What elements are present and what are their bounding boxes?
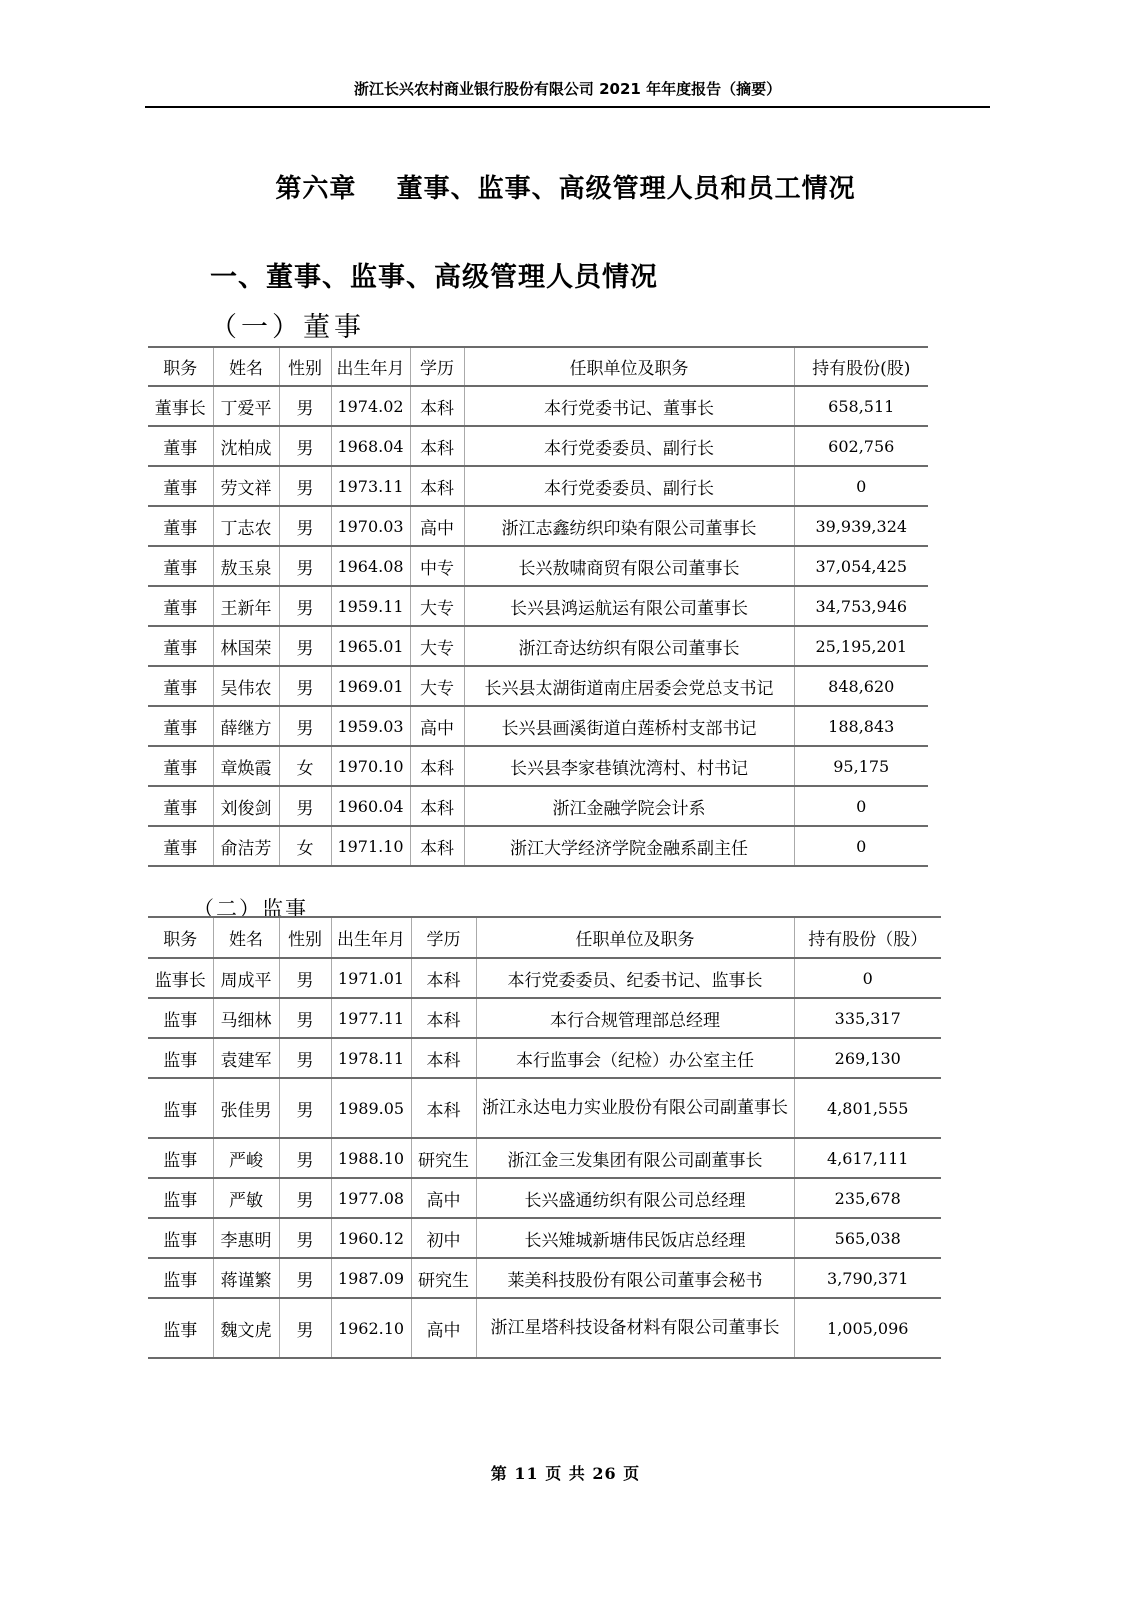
table-cell: 1971.01 — [331, 958, 411, 998]
table-cell: 研究生 — [411, 1258, 476, 1298]
table-cell: 1959.03 — [331, 706, 410, 746]
table-cell: 1988.10 — [331, 1138, 411, 1178]
table-cell: 1,005,096 — [794, 1298, 941, 1358]
table-cell: 男 — [279, 958, 331, 998]
table-cell: 4,617,111 — [794, 1138, 941, 1178]
table-cell: 男 — [279, 546, 331, 586]
table-row — [148, 586, 928, 626]
table-cell: 章焕霞 — [213, 746, 279, 786]
table-cell: 长兴盛通纺织有限公司总经理 — [476, 1178, 794, 1218]
table-cell: 研究生 — [411, 1138, 476, 1178]
table-cell: 本行党委委员、副行长 — [464, 426, 794, 466]
table-cell: 长兴县鸿运航运有限公司董事长 — [464, 586, 794, 626]
table-cell: 男 — [279, 1178, 331, 1218]
table-cell: 董事 — [148, 706, 213, 746]
table-cell: 1969.01 — [331, 666, 410, 706]
table-cell: 周成平 — [213, 958, 279, 998]
table-cell: 本科 — [411, 998, 476, 1038]
table-cell: 0 — [794, 826, 928, 866]
table-cell: 188,843 — [794, 706, 928, 746]
table-cell: 董事 — [148, 586, 213, 626]
table-cell: 严敏 — [213, 1178, 279, 1218]
table-cell: 1960.04 — [331, 786, 410, 826]
column-header: 持有股份（股） — [794, 917, 941, 958]
table-cell: 本行党委委员、副行长 — [464, 466, 794, 506]
table-cell: 初中 — [411, 1218, 476, 1258]
table-cell: 男 — [279, 1138, 331, 1178]
table-cell: 1974.02 — [331, 386, 410, 426]
table-cell: 监事 — [148, 1258, 213, 1298]
table-cell: 董事 — [148, 626, 213, 666]
table-cell: 本行合规管理部总经理 — [476, 998, 794, 1038]
table-cell: 本科 — [411, 958, 476, 998]
table-cell: 董事 — [148, 826, 213, 866]
table-cell: 莱美科技股份有限公司董事会秘书 — [476, 1258, 794, 1298]
column-header: 姓名 — [213, 917, 279, 958]
column-header: 任职单位及职务 — [464, 347, 794, 386]
table-cell: 劳文祥 — [213, 466, 279, 506]
table-cell: 董事 — [148, 466, 213, 506]
table-row — [148, 1258, 941, 1298]
table-row — [148, 546, 928, 586]
table-cell: 男 — [279, 1038, 331, 1078]
table-cell: 沈柏成 — [213, 426, 279, 466]
table-cell: 大专 — [410, 586, 464, 626]
table-cell: 丁志农 — [213, 506, 279, 546]
table-cell: 高中 — [411, 1298, 476, 1358]
table-cell: 1978.11 — [331, 1038, 411, 1078]
table-row — [148, 1178, 941, 1218]
table-cell: 监事 — [148, 1078, 213, 1138]
table-cell: 本行党委委员、纪委书记、监事长 — [476, 958, 794, 998]
table-cell: 男 — [279, 1258, 331, 1298]
table-cell: 高中 — [410, 706, 464, 746]
column-header: 出生年月 — [331, 917, 411, 958]
table-cell: 董事 — [148, 546, 213, 586]
table-cell: 269,130 — [794, 1038, 941, 1078]
table-row — [148, 506, 928, 546]
table-cell: 董事 — [148, 666, 213, 706]
table-row — [148, 1078, 941, 1138]
column-header: 学历 — [411, 917, 476, 958]
table-cell: 男 — [279, 626, 331, 666]
page-number: 第 11 页 共 26 页 — [490, 1464, 641, 1483]
table-cell: 马细林 — [213, 998, 279, 1038]
table-row — [148, 626, 928, 666]
table-cell: 大专 — [410, 666, 464, 706]
column-header: 职务 — [148, 917, 213, 958]
table-cell: 监事 — [148, 1038, 213, 1078]
table-cell: 浙江金融学院会计系 — [464, 786, 794, 826]
table-header-row — [148, 917, 941, 958]
table-cell: 0 — [794, 466, 928, 506]
table-cell: 335,317 — [794, 998, 941, 1038]
table-cell: 1987.09 — [331, 1258, 411, 1298]
table-cell: 4,801,555 — [794, 1078, 941, 1138]
table-row — [148, 666, 928, 706]
table-cell: 男 — [279, 1298, 331, 1358]
column-header: 出生年月 — [331, 347, 410, 386]
table-cell: 男 — [279, 386, 331, 426]
section-title: 一、董事、监事、高级管理人员情况 — [210, 262, 658, 293]
table-cell: 1971.10 — [331, 826, 410, 866]
table-cell: 董事 — [148, 426, 213, 466]
table-row — [148, 1218, 941, 1258]
table-cell: 女 — [279, 746, 331, 786]
table-cell: 男 — [279, 706, 331, 746]
table-cell: 本科 — [410, 466, 464, 506]
table-cell: 监事 — [148, 1138, 213, 1178]
table-cell: 浙江大学经济学院金融系副主任 — [464, 826, 794, 866]
table-cell: 董事 — [148, 786, 213, 826]
table-cell: 1968.04 — [331, 426, 410, 466]
table-cell: 本科 — [411, 1078, 476, 1138]
table-cell: 女 — [279, 826, 331, 866]
table-cell: 魏文虎 — [213, 1298, 279, 1358]
table-row — [148, 826, 928, 866]
table-row — [148, 746, 928, 786]
table-cell: 0 — [794, 786, 928, 826]
table-cell: 长兴县画溪街道白莲桥村支部书记 — [464, 706, 794, 746]
table-cell: 本行监事会（纪检）办公室主任 — [476, 1038, 794, 1078]
table-cell: 蒋谨繁 — [213, 1258, 279, 1298]
table-cell: 男 — [279, 1218, 331, 1258]
table-row — [148, 1298, 941, 1358]
table-cell: 张佳男 — [213, 1078, 279, 1138]
table-cell: 本科 — [410, 426, 464, 466]
column-header: 姓名 — [213, 347, 279, 386]
column-header: 持有股份(股) — [794, 347, 928, 386]
table-cell: 1977.08 — [331, 1178, 411, 1218]
table-row — [148, 706, 928, 746]
supervisors-table — [148, 916, 941, 1359]
table-cell: 565,038 — [794, 1218, 941, 1258]
table-cell: 董事 — [148, 506, 213, 546]
table-cell: 男 — [279, 586, 331, 626]
table-cell: 王新年 — [213, 586, 279, 626]
column-header: 性别 — [279, 347, 331, 386]
directors-subtitle: （一）董事 — [210, 312, 365, 343]
table-cell: 男 — [279, 1078, 331, 1138]
table-cell: 1977.11 — [331, 998, 411, 1038]
table-cell: 658,511 — [794, 386, 928, 426]
table-cell: 董事长 — [148, 386, 213, 426]
table-cell: 男 — [279, 466, 331, 506]
table-cell: 848,620 — [794, 666, 928, 706]
table-cell: 丁爱平 — [213, 386, 279, 426]
table-cell: 浙江奇达纺织有限公司董事长 — [464, 626, 794, 666]
table-cell: 本科 — [411, 1038, 476, 1078]
table-cell: 本科 — [410, 826, 464, 866]
table-cell: 39,939,324 — [794, 506, 928, 546]
table-cell: 高中 — [411, 1178, 476, 1218]
chapter-title: 第六章 董事、监事、高级管理人员和员工情况 — [275, 174, 856, 204]
table-cell: 大专 — [410, 626, 464, 666]
table-cell: 吴伟农 — [213, 666, 279, 706]
table-cell: 监事 — [148, 998, 213, 1038]
table-cell: 监事 — [148, 1178, 213, 1218]
table-cell: 1960.12 — [331, 1218, 411, 1258]
column-header: 学历 — [410, 347, 464, 386]
table-cell: 1964.08 — [331, 546, 410, 586]
table-cell: 男 — [279, 998, 331, 1038]
table-cell: 浙江星塔科技设备材料有限公司董事长 — [476, 1298, 794, 1358]
table-cell: 0 — [794, 958, 941, 998]
table-row — [148, 386, 928, 426]
table-cell: 1965.01 — [331, 626, 410, 666]
table-cell: 袁建军 — [213, 1038, 279, 1078]
table-cell: 长兴敖啸商贸有限公司董事长 — [464, 546, 794, 586]
report-title: 浙江长兴农村商业银行股份有限公司 2021 年年度报告（摘要） — [353, 80, 782, 98]
table-cell: 1962.10 — [331, 1298, 411, 1358]
table-cell: 监事长 — [148, 958, 213, 998]
table-cell: 刘俊剑 — [213, 786, 279, 826]
table-header-row — [148, 347, 928, 386]
column-header: 职务 — [148, 347, 213, 386]
table-cell: 男 — [279, 426, 331, 466]
table-cell: 监事 — [148, 1218, 213, 1258]
table-cell: 1970.03 — [331, 506, 410, 546]
table-cell: 602,756 — [794, 426, 928, 466]
table-row — [148, 1038, 941, 1078]
table-cell: 浙江志鑫纺织印染有限公司董事长 — [464, 506, 794, 546]
table-cell: 监事 — [148, 1298, 213, 1358]
table-cell: 34,753,946 — [794, 586, 928, 626]
table-cell: 严峻 — [213, 1138, 279, 1178]
table-row — [148, 466, 928, 506]
table-row — [148, 786, 928, 826]
table-cell: 男 — [279, 786, 331, 826]
table-cell: 本科 — [410, 386, 464, 426]
table-cell: 本科 — [410, 746, 464, 786]
table-cell: 高中 — [410, 506, 464, 546]
supervisors-subtitle: （二）监事 — [193, 897, 308, 921]
page-header — [145, 78, 990, 108]
table-cell: 中专 — [410, 546, 464, 586]
table-cell: 董事 — [148, 746, 213, 786]
table-row — [148, 426, 928, 466]
directors-table — [148, 346, 928, 867]
table-cell: 男 — [279, 666, 331, 706]
table-cell: 浙江永达电力实业股份有限公司副董事长 — [476, 1078, 794, 1138]
table-cell: 薛继方 — [213, 706, 279, 746]
column-header: 性别 — [279, 917, 331, 958]
table-cell: 浙江金三发集团有限公司副董事长 — [476, 1138, 794, 1178]
table-cell: 长兴雉城新塘伟民饭店总经理 — [476, 1218, 794, 1258]
table-row — [148, 958, 941, 998]
table-cell: 李惠明 — [213, 1218, 279, 1258]
table-cell: 长兴县太湖街道南庄居委会党总支书记 — [464, 666, 794, 706]
table-cell: 1959.11 — [331, 586, 410, 626]
table-cell: 1973.11 — [331, 466, 410, 506]
table-cell: 37,054,425 — [794, 546, 928, 586]
table-cell: 林国荣 — [213, 626, 279, 666]
table-cell: 本科 — [410, 786, 464, 826]
table-cell: 1970.10 — [331, 746, 410, 786]
table-cell: 25,195,201 — [794, 626, 928, 666]
table-cell: 敖玉泉 — [213, 546, 279, 586]
table-cell: 长兴县李家巷镇沈湾村、村书记 — [464, 746, 794, 786]
table-cell: 1989.05 — [331, 1078, 411, 1138]
table-cell: 3,790,371 — [794, 1258, 941, 1298]
table-cell: 男 — [279, 506, 331, 546]
table-cell: 95,175 — [794, 746, 928, 786]
table-cell: 俞洁芳 — [213, 826, 279, 866]
table-cell: 本行党委书记、董事长 — [464, 386, 794, 426]
table-cell: 235,678 — [794, 1178, 941, 1218]
column-header: 任职单位及职务 — [476, 917, 794, 958]
table-row — [148, 998, 941, 1038]
table-row — [148, 1138, 941, 1178]
